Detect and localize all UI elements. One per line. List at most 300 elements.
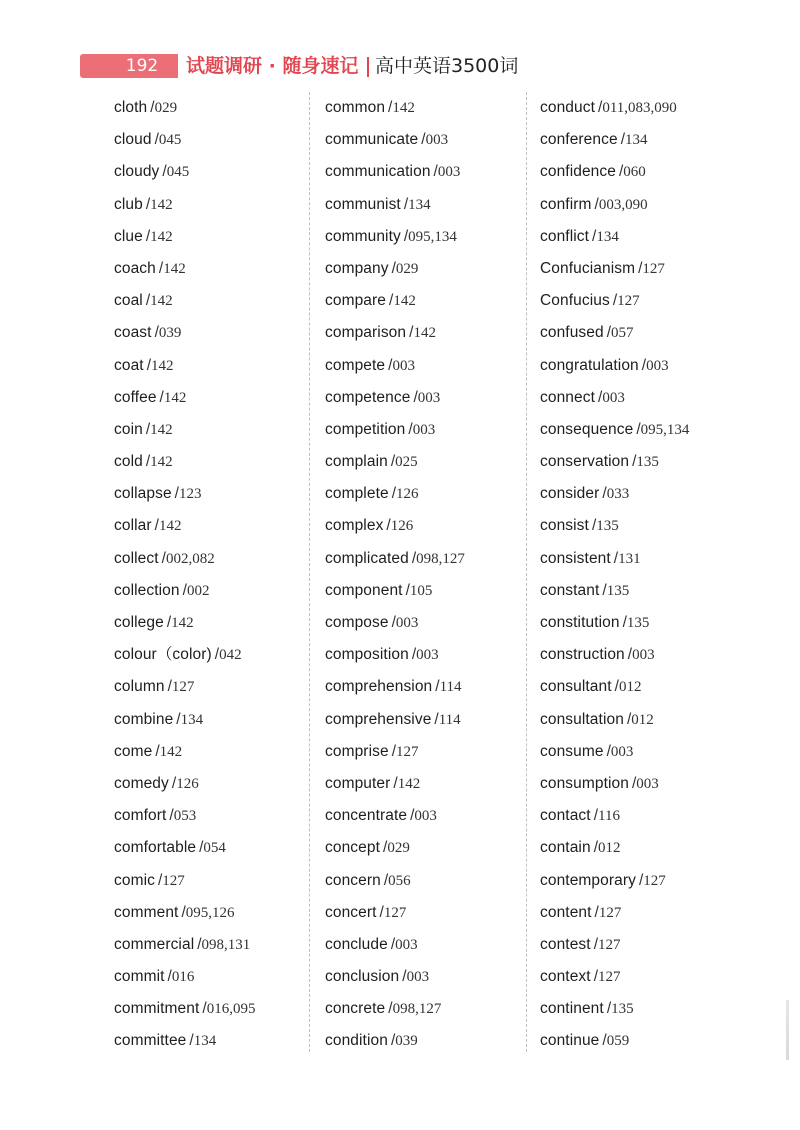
- entry-word: comparison: [325, 324, 407, 342]
- entry-page-refs: 095,126: [185, 904, 235, 921]
- word-entry: [114, 350, 255, 382]
- entry-word: context: [540, 968, 591, 986]
- entry-word: contest: [540, 935, 591, 953]
- word-entry: [325, 221, 465, 253]
- word-entry: [540, 253, 689, 285]
- entry-page-refs: 123: [178, 486, 202, 503]
- word-entry: [325, 736, 465, 768]
- entry-word: confused: [540, 324, 604, 342]
- word-entry: [325, 607, 465, 639]
- entry-page-refs: 142: [159, 743, 183, 760]
- entry-page-refs: 142: [397, 775, 421, 792]
- entry-slash: /: [388, 99, 393, 116]
- entry-slash: /: [405, 581, 410, 599]
- entry-slash: /: [391, 259, 396, 277]
- book-series-title: 试题调研 · 随身速记: [186, 55, 359, 77]
- entry-word: collection: [114, 581, 180, 599]
- entry-page-refs: 142: [158, 518, 182, 535]
- entry-slash: /: [379, 903, 384, 921]
- entry-word: coast: [114, 324, 152, 342]
- entry-word: consumption: [540, 774, 629, 792]
- entry-page-refs: 002: [186, 582, 210, 599]
- entry-slash: /: [189, 1032, 194, 1050]
- entry-slash: /: [410, 807, 415, 825]
- entry-slash: /: [636, 420, 641, 438]
- entry-slash: /: [622, 614, 627, 631]
- entry-slash: /: [155, 742, 160, 760]
- word-entry: [114, 124, 255, 156]
- entry-slash: /: [620, 131, 626, 149]
- entry-word: complete: [325, 485, 389, 503]
- entry-page-refs: 126: [176, 775, 199, 792]
- word-entry: [325, 510, 465, 542]
- entry-page-refs: 142: [413, 325, 436, 342]
- word-entry: [114, 929, 255, 961]
- entry-page-refs: 033: [606, 486, 630, 503]
- word-entry: [540, 317, 689, 349]
- entry-page-refs: 003: [416, 647, 439, 664]
- word-entry: [325, 253, 465, 285]
- entry-slash: /: [602, 485, 607, 503]
- word-entry: [325, 414, 465, 446]
- entry-page-refs: 003: [636, 775, 659, 792]
- entry-word: computer: [325, 774, 391, 792]
- entry-slash: /: [627, 646, 633, 664]
- entry-slash: /: [614, 678, 619, 696]
- entry-page-refs: 003: [412, 421, 436, 438]
- entry-page-refs: 003: [406, 969, 430, 986]
- entry-slash: /: [388, 356, 393, 374]
- entry-page-refs: 135: [596, 518, 619, 535]
- word-entry: [540, 124, 689, 156]
- entry-word: coat: [114, 356, 144, 374]
- entry-page-refs: 003: [646, 357, 669, 374]
- word-entry: [325, 92, 465, 124]
- word-entry: [540, 704, 689, 736]
- entry-page-refs: 135: [636, 454, 659, 471]
- entry-page-refs: 127: [643, 872, 666, 889]
- word-entry: [540, 639, 689, 671]
- word-entry: [325, 156, 465, 188]
- entry-page-refs: 127: [383, 904, 407, 921]
- entry-slash: /: [632, 453, 637, 471]
- word-entry: [325, 704, 465, 736]
- entry-word: concrete: [325, 1000, 386, 1018]
- entry-word: comment: [114, 903, 179, 921]
- word-entry: [325, 961, 465, 993]
- entry-slash: /: [202, 1000, 207, 1018]
- entry-slash: /: [154, 324, 159, 342]
- entry-slash: /: [390, 453, 396, 471]
- word-entry: [114, 478, 255, 510]
- entry-slash: /: [150, 99, 155, 116]
- entry-slash: /: [434, 710, 439, 728]
- word-entry: [114, 768, 255, 800]
- entry-page-refs: 098,127: [392, 1001, 442, 1018]
- word-entry: [325, 382, 465, 414]
- entry-page-refs: 105: [409, 582, 433, 599]
- entry-slash: /: [631, 774, 637, 792]
- entry-word: cold: [114, 453, 143, 471]
- entry-word: comprise: [325, 742, 389, 760]
- entry-page-refs: 098,131: [201, 936, 251, 953]
- entry-word: colour（color): [114, 646, 212, 664]
- entry-page-refs: 127: [598, 969, 621, 986]
- entry-word: coffee: [114, 388, 157, 406]
- entry-page-refs: 127: [642, 260, 665, 277]
- word-entry: [540, 478, 689, 510]
- word-entry: [540, 607, 689, 639]
- column-divider: [526, 92, 527, 1052]
- word-entry: [114, 1025, 255, 1057]
- entry-page-refs: 003: [392, 357, 415, 374]
- entry-page-refs: 003: [632, 647, 655, 664]
- entry-slash: /: [593, 807, 598, 825]
- word-entry: [540, 1025, 689, 1057]
- word-entry: [325, 478, 465, 510]
- entry-page-refs: 142: [150, 421, 173, 438]
- entry-slash: /: [167, 678, 172, 696]
- entry-word: comprehensive: [325, 710, 432, 728]
- entry-slash: /: [161, 549, 166, 567]
- entry-slash: /: [146, 356, 152, 374]
- word-entry: [325, 285, 465, 317]
- word-entry: [540, 543, 689, 575]
- entry-slash: /: [145, 292, 151, 310]
- entry-page-refs: 142: [151, 357, 174, 374]
- word-entry: [540, 671, 689, 703]
- entry-page-refs: 003: [395, 615, 419, 631]
- entry-word: contain: [540, 839, 591, 857]
- entry-word: continent: [540, 1000, 604, 1018]
- entry-word: conference: [540, 131, 618, 149]
- word-entry: [540, 446, 689, 478]
- entry-slash: /: [145, 420, 151, 438]
- entry-page-refs: 025: [395, 454, 418, 471]
- entry-word: Confucius: [540, 292, 610, 310]
- entry-word: coal: [114, 292, 143, 310]
- word-entry: [540, 800, 689, 832]
- entry-word: coin: [114, 420, 143, 438]
- entry-word: constant: [540, 581, 600, 599]
- entry-word: communist: [325, 195, 401, 213]
- word-entry: [540, 575, 689, 607]
- word-entry: [114, 704, 255, 736]
- entry-page-refs: 054: [203, 840, 226, 857]
- entry-word: consultation: [540, 710, 624, 728]
- entry-page-refs: 135: [626, 615, 650, 631]
- entry-page-refs: 045: [166, 164, 190, 181]
- entry-page-refs: 098,127: [416, 550, 465, 567]
- entry-word: conclusion: [325, 968, 400, 986]
- entry-word: conduct: [540, 99, 595, 116]
- entry-page-refs: 134: [625, 132, 648, 149]
- entry-page-refs: 003: [395, 936, 418, 953]
- entry-word: column: [114, 678, 165, 696]
- word-entry: [114, 414, 255, 446]
- entry-slash: /: [593, 839, 598, 857]
- entry-word: committee: [114, 1032, 187, 1050]
- entry-page-refs: 042: [219, 647, 242, 664]
- word-entry: [114, 543, 255, 575]
- entry-page-refs: 127: [598, 936, 621, 953]
- word-entry: [114, 221, 255, 253]
- entry-slash: /: [411, 646, 417, 664]
- entry-word: consider: [540, 485, 600, 503]
- entry-page-refs: 116: [598, 808, 620, 825]
- word-entry: [114, 92, 255, 124]
- entry-page-refs: 134: [408, 196, 431, 213]
- entry-word: common: [325, 99, 386, 116]
- entry-word: contact: [540, 807, 591, 825]
- entry-slash: /: [638, 259, 643, 277]
- entry-word: clue: [114, 227, 143, 245]
- entry-slash: /: [145, 453, 151, 471]
- word-entry: [114, 800, 255, 832]
- entry-slash: /: [171, 774, 177, 792]
- entry-word: competence: [325, 388, 411, 406]
- entry-page-refs: 127: [396, 743, 419, 760]
- entry-word: concept: [325, 839, 380, 857]
- word-entry: [325, 446, 465, 478]
- word-entry: [114, 832, 255, 864]
- word-entry: [114, 671, 255, 703]
- entry-slash: /: [181, 903, 186, 921]
- entry-page-refs: 059: [606, 1033, 630, 1050]
- entry-page-refs: 134: [596, 228, 619, 245]
- word-column-3: [540, 92, 689, 1058]
- entry-word: concert: [325, 903, 377, 921]
- entry-page-refs: 131: [618, 550, 641, 567]
- entry-word: connect: [540, 388, 595, 406]
- word-entry: [114, 639, 255, 671]
- entry-page-refs: 095,134: [640, 421, 690, 438]
- entry-slash: /: [162, 163, 167, 181]
- entry-word: combine: [114, 710, 174, 728]
- entry-word: cloudy: [114, 163, 160, 181]
- word-entry: [114, 317, 255, 349]
- entry-word: continue: [540, 1032, 600, 1050]
- word-entry: [540, 961, 689, 993]
- entry-page-refs: 056: [388, 872, 411, 889]
- entry-page-refs: 016,095: [206, 1001, 256, 1018]
- entry-word: consist: [540, 517, 589, 535]
- word-entry: [114, 865, 255, 897]
- entry-word: cloud: [114, 131, 152, 149]
- entry-page-refs: 135: [606, 582, 630, 599]
- entry-slash: /: [594, 903, 599, 921]
- entry-slash: /: [383, 871, 389, 889]
- page-edge-mark: [786, 1000, 789, 1060]
- entry-slash: /: [169, 807, 174, 825]
- entry-word: competition: [325, 420, 406, 438]
- entry-word: confirm: [540, 195, 592, 213]
- entry-slash: /: [174, 485, 179, 503]
- entry-page-refs: 127: [171, 679, 195, 696]
- word-entry: [114, 510, 255, 542]
- entry-slash: /: [391, 485, 397, 503]
- page-number: 192: [125, 56, 159, 76]
- entry-page-refs: 057: [611, 325, 634, 342]
- entry-word: communication: [325, 163, 431, 181]
- entry-word: collapse: [114, 485, 172, 503]
- entry-slash: /: [391, 614, 396, 631]
- word-entry: [540, 736, 689, 768]
- entry-slash: /: [638, 871, 644, 889]
- entry-word: compose: [325, 614, 389, 631]
- entry-word: coach: [114, 259, 156, 277]
- word-column-1: [114, 92, 255, 1058]
- entry-slash: /: [214, 646, 220, 664]
- entry-word: company: [325, 259, 389, 277]
- entry-slash: /: [606, 742, 611, 760]
- entry-page-refs: 142: [150, 454, 173, 471]
- entry-slash: /: [159, 388, 164, 406]
- entry-word: communicate: [325, 131, 419, 149]
- entry-page-refs: 002,082: [165, 550, 215, 567]
- entry-slash: /: [389, 292, 394, 310]
- word-entry: [325, 575, 465, 607]
- entry-page-refs: 003: [414, 808, 437, 825]
- entry-page-refs: 016: [171, 969, 195, 986]
- entry-slash: /: [408, 420, 413, 438]
- word-entry: [325, 543, 465, 575]
- entry-slash: /: [197, 935, 202, 953]
- entry-page-refs: 134: [180, 711, 204, 728]
- entry-slash: /: [433, 163, 438, 181]
- entry-word: conflict: [540, 227, 590, 245]
- entry-word: collect: [114, 549, 159, 567]
- word-entry: [540, 156, 689, 188]
- word-entry: [540, 510, 689, 542]
- entry-page-refs: 127: [162, 872, 185, 889]
- word-entry: [114, 993, 255, 1025]
- entry-slash: /: [602, 1032, 607, 1050]
- entry-word: commitment: [114, 1000, 200, 1018]
- column-divider: [309, 92, 310, 1052]
- entry-slash: /: [158, 259, 164, 277]
- entry-slash: /: [641, 356, 647, 374]
- word-entry: [325, 671, 465, 703]
- entry-slash: /: [390, 935, 396, 953]
- entry-page-refs: 142: [163, 389, 187, 406]
- entry-word: community: [325, 227, 401, 245]
- entry-slash: /: [602, 581, 607, 599]
- word-entry: [325, 993, 465, 1025]
- entry-word: constitution: [540, 614, 620, 631]
- entry-word: comfortable: [114, 839, 197, 857]
- entry-slash: /: [598, 99, 603, 116]
- word-column-2: [325, 92, 465, 1058]
- entry-slash: /: [613, 549, 619, 567]
- entry-page-refs: 114: [439, 679, 462, 696]
- entry-slash: /: [402, 968, 407, 986]
- entry-word: consume: [540, 742, 604, 760]
- entry-page-refs: 142: [163, 260, 186, 277]
- word-entry: [540, 897, 689, 929]
- entry-word: come: [114, 742, 153, 760]
- entry-word: condition: [325, 1032, 388, 1050]
- word-entry: [325, 1025, 465, 1057]
- entry-slash: /: [593, 968, 598, 986]
- entry-page-refs: 142: [150, 196, 173, 213]
- entry-slash: /: [612, 292, 618, 310]
- entry-slash: /: [593, 935, 598, 953]
- entry-slash: /: [606, 324, 612, 342]
- entry-slash: /: [591, 517, 597, 535]
- entry-word: cloth: [114, 99, 148, 116]
- entry-page-refs: 142: [150, 228, 173, 245]
- entry-slash: /: [626, 710, 632, 728]
- entry-word: complicated: [325, 549, 409, 567]
- entry-page-refs: 126: [390, 518, 414, 535]
- entry-word: composition: [325, 646, 409, 664]
- entry-slash: /: [166, 614, 172, 631]
- word-entry: [540, 768, 689, 800]
- entry-page-refs: 003: [417, 389, 441, 406]
- word-entry: [325, 768, 465, 800]
- entry-word: comfort: [114, 807, 167, 825]
- entry-word: comprehension: [325, 678, 433, 696]
- entry-slash: /: [592, 227, 597, 245]
- entry-page-refs: 045: [158, 132, 182, 149]
- entry-page-refs: 142: [171, 615, 194, 631]
- word-entry: [114, 736, 255, 768]
- entry-word: consequence: [540, 420, 634, 438]
- entry-page-refs: 095,134: [408, 228, 457, 245]
- page-header: [0, 48, 800, 84]
- entry-slash: /: [403, 195, 409, 213]
- entry-page-refs: 011,083,090: [602, 100, 677, 116]
- word-entry: [114, 156, 255, 188]
- entry-word: conclude: [325, 935, 388, 953]
- entry-word: college: [114, 614, 164, 631]
- entry-page-refs: 029: [395, 260, 419, 277]
- entry-word: comedy: [114, 774, 169, 792]
- word-entry: [540, 993, 689, 1025]
- entry-word: Confucianism: [540, 259, 636, 277]
- word-entry: [325, 832, 465, 864]
- word-entry: [540, 92, 689, 124]
- entry-slash: /: [145, 227, 151, 245]
- word-entry: [540, 865, 689, 897]
- entry-page-refs: 029: [387, 840, 410, 857]
- entry-slash: /: [383, 839, 388, 857]
- word-entry: [325, 189, 465, 221]
- entry-slash: /: [411, 549, 417, 567]
- entry-slash: /: [409, 324, 414, 342]
- entry-page-refs: 114: [438, 711, 461, 728]
- entry-page-refs: 134: [193, 1033, 217, 1050]
- entry-page-refs: 142: [393, 293, 416, 310]
- entry-word: content: [540, 903, 592, 921]
- entry-page-refs: 003: [610, 743, 634, 760]
- entry-slash: /: [391, 742, 396, 760]
- entry-word: consistent: [540, 549, 611, 567]
- entry-page-refs: 127: [598, 904, 622, 921]
- entry-word: concentrate: [325, 807, 408, 825]
- word-entry: [325, 865, 465, 897]
- entry-slash: /: [594, 195, 599, 213]
- entry-page-refs: 003: [602, 389, 625, 406]
- word-entry: [540, 350, 689, 382]
- word-entry: [540, 832, 689, 864]
- entry-word: complain: [325, 453, 388, 471]
- entry-slash: /: [154, 131, 159, 149]
- word-entry: [114, 446, 255, 478]
- entry-slash: /: [182, 581, 187, 599]
- word-entry: [114, 607, 255, 639]
